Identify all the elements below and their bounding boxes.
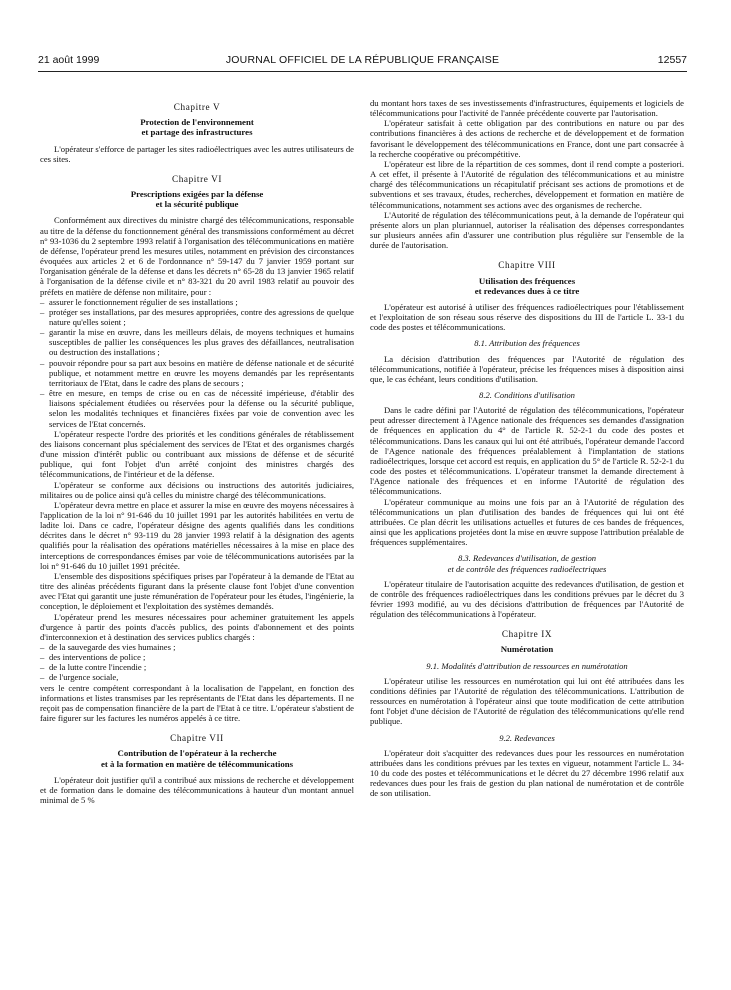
header-rule xyxy=(38,71,687,72)
paragraph: vers le centre compétent correspondant à la localisation de l'appelant, en fonction des informations et listes transmises par les représentants de l'Etat dans les départements. Il ne reçoit pas de compensation financière de la part de l'Etat à ce titre. L'opérateur s'abstient de faire figurer sur les factures les numéros appelés à ce titre. xyxy=(40,682,354,724)
section-heading xyxy=(370,553,684,573)
paragraph: L'Autorité de régulation des télécommunications peut, à la demande de l'opérateur qui présente alors un plan pluriannuel, autoriser la réalisation des dépenses correspondantes sur plusieurs années afin d'assurer une contribution plus régulière sur l'ensemble de la durée de l'autorisation. xyxy=(370,209,684,251)
paragraph: L'opérateur doit s'acquitter des redevances dues pour les ressources en numérotation attribuées dans les conditions prévues par les textes en vigueur, notamment l'article L. 34-10 du code des postes et télécommunications et le décret du 27 décembre 1996 relatif aux redevances dues pour les frais de gestion du plan national de numérotation et de contrôle de son utilisation. xyxy=(370,747,684,799)
chapter-heading: Chapitre VII xyxy=(170,733,224,744)
paragraph: L'opérateur se conforme aux décisions ou instructions des autorités judiciaires, militaires ou de police ainsi qu'à celles du ministre chargé des télécommunications. xyxy=(40,479,354,500)
list-item: – de la sauvegarde des vies humaines ; xyxy=(49,642,354,652)
section-heading-line: 8.3. Redevances d'utilisation, de gestion xyxy=(457,553,597,564)
list-item: – être en mesure, en temps de crise ou en cas de nécessité impérieuse, d'établir des liaisons spécialement étudiées ou réservées pour la défense ou la sécurité publique, selon les modalités techniques et financières fixées par voie de convention avec les services de l'Etat concernés. xyxy=(49,388,354,429)
paragraph: La décision d'attribution des fréquences par l'Autorité de régulation des télécommunications, notifiée à l'opérateur, précise les fréquences mises à disposition ainsi que, le cas échéant, leurs conditions d'utilisation. xyxy=(370,353,684,384)
list-item: – de l'urgence sociale, xyxy=(49,672,354,682)
paragraph: L'opérateur utilise les ressources en numérotation qui lui ont été attribuées dans les conditions définies par l'Autorité de régulation des télécommunications. L'attribution de ressources en numérotation à l'opérateur ainsi que toute modification de cette attribution font l'objet d'une décision de l'Autorité de régulation des télécommunications qu'elle rend publique. xyxy=(370,675,684,727)
page-header xyxy=(38,54,687,68)
paragraph: L'ensemble des dispositions spécifiques prises par l'opérateur à la demande de l'Etat au titre des alinéas précédents figurant dans la présente clause font l'objet d'une convention avec l'Etat qui garantit une juste rémunération de l'opérateur pour les études, l'ingénierie, la conception, le déploiement et l'exploitation des systèmes demandés. xyxy=(40,570,354,612)
paragraph: L'opérateur respecte l'ordre des priorités et les conditions générales de rétablissement des liaisons concernant plus spécialement des services de l'Etat et des organismes chargés d'une mission d'intérêt public ou contribuant aux missions de défense et de sécurité publique, qui font l'objet d'un arrêté conjoint des ministres chargés des télécommunications, de l'intérieur et de la défense. xyxy=(40,428,354,480)
paragraph: L'opérateur prend les mesures nécessaires pour acheminer gratuitement les appels d'urgence à partir des points d'accès publics, des points d'abonnement et des points d'interconnexion et à destination des services publics chargés : xyxy=(40,611,354,642)
chapter-title-line: et à la formation en matière de télécommunications xyxy=(100,758,294,769)
dash-list xyxy=(40,297,354,429)
section-heading: 9.1. Modalités d'attribution de ressources en numérotation xyxy=(426,660,628,671)
paragraph: L'opérateur est autorisé à utiliser des fréquences radioélectriques pour l'établissement et l'exploitation de son réseau sous réserve des dispositions du III de l'article L. 33-1 du code des postes et télécommunications. xyxy=(370,301,684,333)
section-heading: 8.1. Attribution des fréquences xyxy=(474,338,580,349)
list-item: – des interventions de police ; xyxy=(49,652,354,662)
paragraph: Conformément aux directives du ministre chargé des télécommunications, responsable au titre de la défense du fonctionnement général des transmissions conformément au décret n° 93-1036 du 2 septembre 1993 relatif à l'organisation des télécommunications en matière de défense, l'opérateur prend les mesures utiles, notamment en prévision des circonstances évoquées aux articles 2 et 6 de l'ordonnance n° 59-147 du 7 janvier 1959 portant sur l'organisation générale de la défense et dans les décrets n° 65-28 du 13 janvier 1965 relatif à l'organisation de la défense civile et n° 83-321 du 20 avril 1983 relatif au pouvoir des préfets en matière de défense non militaire, pour : xyxy=(40,215,354,297)
list-item: – pouvoir répondre pour sa part aux besoins en matière de défense nationale et de sécurité publique, et notamment mettre en œuvre les moyens demandés par les représentants territoriaux de l'Etat, dans le cadre des plans de secours ; xyxy=(49,358,354,388)
chapter-title-line: et partage des infrastructures xyxy=(141,127,253,138)
right-column xyxy=(370,98,684,799)
chapter-title-line: Protection de l'environnement xyxy=(140,117,254,128)
chapter-title xyxy=(40,189,354,209)
paragraph: L'opérateur satisfait à cette obligation par des contributions en nature ou par des contributions financières à des actions de recherche et de développement et de formation favorisant le développement des télécommunications en France, dont une part consacrée à la recherche coopérative ou précompétitive. xyxy=(370,118,684,159)
chapter-heading: Chapitre VI xyxy=(171,173,223,184)
paragraph: L'opérateur s'efforce de partager les sites radioélectriques avec les autres utilisateurs de ces sites. xyxy=(40,143,354,164)
list-item: – protéger ses installations, par des mesures appropriées, contre des agressions de quelque nature qu'elles soient ; xyxy=(49,307,354,327)
paragraph: L'opérateur est libre de la répartition de ces sommes, dont il rend compte a posteriori. A cet effet, il présente à l'Autorité de régulation des télécommunications et au ministre chargé des télécommunications un récapitulatif précisant ses actions de promotions et de subventions et ses travaux, études, recherches, développement et formation en matière de télécommunications, notamment ses actions avec des organismes de recherche. xyxy=(370,158,684,210)
list-item: – de la lutte contre l'incendie ; xyxy=(49,662,354,672)
section-heading-line: et de contrôle des fréquences radioélectriques xyxy=(447,563,607,574)
chapter-title-line: et redevances dues à ce titre xyxy=(474,285,580,296)
list-item: – assurer le fonctionnement régulier de ses installations ; xyxy=(49,297,354,307)
paragraph: L'opérateur communique au moins une fois par an à l'Autorité de régulation des télécommunications un plan d'utilisation des bandes de fréquences qui lui ont été attribuées. Ce plan décrit les utilisations actuelles et futures de ces bandes de fréquences, ainsi que les applications projetées dont la mise en œuvre suppose l'attribution préalable de fréquences supplémentaires. xyxy=(370,496,684,548)
journal-title: JOURNAL OFFICIEL DE LA RÉPUBLIQUE FRANÇAISE xyxy=(225,54,500,66)
chapter-title xyxy=(370,276,684,296)
chapter-heading: Chapitre IX xyxy=(501,629,553,640)
paragraph: Dans le cadre défini par l'Autorité de régulation des télécommunications, l'opérateur peut adresser directement à l'Agence nationale des fréquences ses demandes d'assignation de fréquences en application du 4° de l'article R. 52-2-1 du code des postes et télécommunications. Dans les canaux qui lui ont été attribués, l'opérateur demande l'accord de l'Agence nationale des fréquences préalablement à l'implantation de stations radioélectriques, lorsque cet accord est requis, en application du 5° de l'article R. 52-2-1 du code des postes et télécommunications. L'opérateur transmet la demande directement à l'Agence nationale des fréquences et en informe l'Autorité de régulation des télécommunications. xyxy=(370,405,684,497)
chapter-title-line: Utilisation des fréquences xyxy=(478,275,576,286)
chapter-title xyxy=(40,117,354,137)
chapter-title-line: et la sécurité publique xyxy=(155,199,239,210)
chapter-title xyxy=(40,748,354,768)
chapter-heading: Chapitre VIII xyxy=(498,260,556,271)
dash-list xyxy=(40,642,354,683)
page-number: 12557 xyxy=(657,54,687,66)
chapter-heading: Chapitre V xyxy=(173,102,221,112)
paragraph: L'opérateur doit justifier qu'il a contribué aux missions de recherche et développement et de formation dans le domaine des télécommunications à hauteur d'un montant annuel minimal de 5 % xyxy=(40,774,354,806)
section-heading: 9.2. Redevances xyxy=(499,732,555,743)
chapter-title-line: Contribution de l'opérateur à la recherche xyxy=(117,748,277,759)
paragraph: L'opérateur devra mettre en place et assurer la mise en œuvre des moyens nécessaires à l'application de la loi n° 91-646 du 10 juillet 1991 par les autorités habilitées en vertu de ladite loi. Dans ce cadre, l'opérateur désigne des agents qualifiés dans les conditions décrites dans le décret n° 93-119 du 28 janvier 1993 relatif à la désignation des agents qualifiés pour la réalisation des opérations matérielles nécessaires à la mise en place des interceptions de correspondances émises par voie de télécommunications autorisées par la loi n° 91-646 du 10 juillet 1991 précitée. xyxy=(40,499,354,571)
paragraph: L'opérateur titulaire de l'autorisation acquitte des redevances d'utilisation, de gestion et de contrôle des fréquences radioélectriques dans les conditions prévues par le décret du 3 février 1993 modifié, au vu des décisions d'attribution de fréquences par l'Autorité de régulation des télécommunications à l'opérateur. xyxy=(370,578,684,620)
chapter-title: Numérotation xyxy=(500,644,554,655)
left-column xyxy=(40,98,354,805)
issue-date: 21 août 1999 xyxy=(38,54,100,66)
section-heading: 8.2. Conditions d'utilisation xyxy=(479,390,575,400)
paragraph: du montant hors taxes de ses investissements d'infrastructures, équipements et logiciels de télécommunications pour l'activité de l'année précédente couverte par l'autorisation. xyxy=(370,98,684,119)
list-item: – garantir la mise en œuvre, dans les meilleurs délais, de moyens techniques et humains susceptibles de pallier les conséquences les plus graves des défaillances, neutralisation ou destruction des installations ; xyxy=(49,327,354,357)
chapter-title-line: Prescriptions exigées par la défense xyxy=(130,189,264,200)
